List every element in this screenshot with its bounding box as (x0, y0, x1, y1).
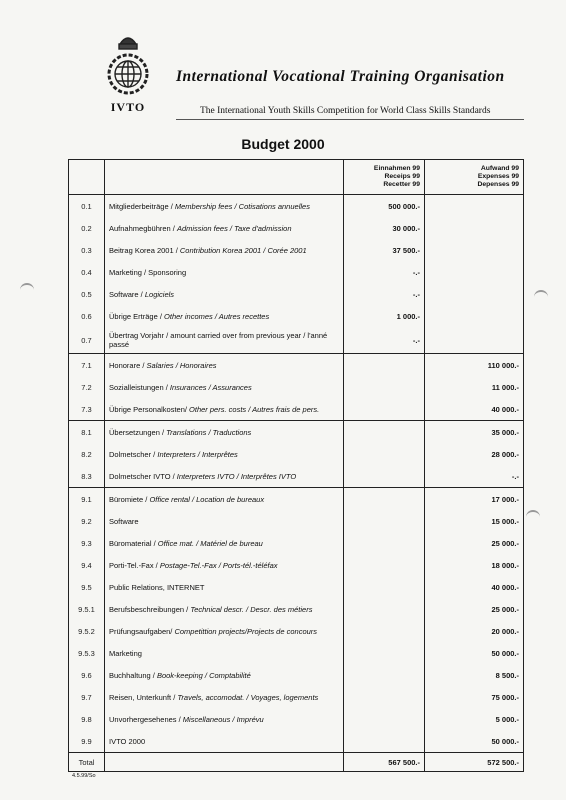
row-label (105, 398, 344, 421)
expenses-cell: 25 000.- (425, 598, 524, 620)
receipts-cell (344, 376, 425, 398)
table-row (69, 305, 524, 327)
total-spacer (105, 753, 344, 772)
label-german: Buchhaltung / (109, 670, 157, 680)
expenses-cell: 110 000.- (425, 354, 524, 377)
row-label (105, 305, 344, 327)
label-german: Mitgliederbeiträge / (109, 201, 175, 211)
label-german: Unvorhergesehenes / (109, 714, 183, 724)
receipts-cell (344, 686, 425, 708)
row-number: 0.1 (69, 195, 105, 218)
expenses-cell: 50 000.- (425, 642, 524, 664)
table-row (69, 686, 524, 708)
label-german: Aufnahmegbühren / (109, 223, 177, 233)
row-label (105, 261, 344, 283)
table-row (69, 217, 524, 239)
receipts-cell (344, 554, 425, 576)
row-label (105, 283, 344, 305)
logo-text: IVTO (110, 100, 146, 114)
receipts-cell: -.- (344, 327, 425, 354)
table-row (69, 664, 524, 686)
label-german: Büromaterial / (109, 538, 158, 548)
expenses-header-en: Expenses 99 (477, 173, 519, 180)
row-label (105, 217, 344, 239)
receipts-cell: 1 000.- (344, 305, 425, 327)
label-translation: Salaries / Honoraires (146, 360, 217, 370)
expenses-cell: 18 000.- (425, 554, 524, 576)
receipts-cell (344, 664, 425, 686)
expenses-cell (425, 195, 524, 218)
label-german: Übrige Personalkosten/ (109, 404, 190, 414)
label-translation: Other incomes / Autres recettes (164, 311, 270, 321)
receipts-cell (344, 708, 425, 730)
header-divider (176, 119, 524, 120)
receipts-cell: -.- (344, 283, 425, 305)
row-label (105, 576, 344, 598)
label-translation: Miscellaneous / Imprévu (182, 714, 264, 724)
label-german: Übertrag Vorjahr / amount carried over from previous year / l'anné passé (109, 331, 328, 349)
row-label (105, 664, 344, 686)
table-row (69, 598, 524, 620)
row-label (105, 465, 344, 488)
table-row (69, 620, 524, 642)
row-label (105, 730, 344, 753)
total-row (69, 753, 524, 772)
expenses-cell: 15 000.- (425, 510, 524, 532)
row-number: 9.1 (69, 488, 105, 511)
total-expenses: 572 500.- (425, 753, 524, 772)
receipts-header-de: Einnahmen 99 (373, 165, 420, 172)
label-german: Übrige Erträge / (109, 311, 165, 321)
expenses-cell (425, 283, 524, 305)
receipts-header-fr: Recetter 99 (383, 181, 420, 188)
table-row (69, 283, 524, 305)
expenses-cell (425, 305, 524, 327)
row-number: 0.7 (69, 327, 105, 354)
label-german: Sozialleistungen / (109, 382, 170, 392)
row-number: 8.1 (69, 421, 105, 444)
expenses-cell: 5 000.- (425, 708, 524, 730)
table-row (69, 554, 524, 576)
expenses-cell: 20 000.- (425, 620, 524, 642)
expenses-cell (425, 217, 524, 239)
expenses-cell: 75 000.- (425, 686, 524, 708)
expenses-cell: 25 000.- (425, 532, 524, 554)
row-number: 9.9 (69, 730, 105, 753)
row-number: 7.1 (69, 354, 105, 377)
punch-hole-right-top (534, 290, 548, 299)
total-receipts: 567 500.- (344, 753, 425, 772)
row-number: 9.5.2 (69, 620, 105, 642)
label-german: Software (109, 516, 139, 526)
row-label (105, 239, 344, 261)
label-german: Porti-Tel.-Fax / (109, 560, 160, 570)
label-translation: Book-keeping / Comptabilité (156, 670, 251, 680)
table-row (69, 730, 524, 753)
row-label (105, 421, 344, 444)
receipts-cell (344, 443, 425, 465)
row-label (105, 195, 344, 218)
table-header-row (69, 160, 524, 195)
table-row (69, 398, 524, 421)
row-label (105, 708, 344, 730)
receipts-cell (344, 398, 425, 421)
label-german: Dolmetscher / (109, 449, 158, 459)
expenses-header-fr: Depenses 99 (477, 181, 519, 188)
row-number: 8.3 (69, 465, 105, 488)
row-number: 7.2 (69, 376, 105, 398)
row-number: 7.3 (69, 398, 105, 421)
table-row (69, 354, 524, 377)
budget-table (68, 159, 524, 772)
label-german: Reisen, Unterkunft / (109, 692, 178, 702)
table-row (69, 195, 524, 218)
receipts-cell (344, 576, 425, 598)
table-row (69, 576, 524, 598)
label-translation: Insurances / Assurances (169, 382, 252, 392)
row-number: 9.4 (69, 554, 105, 576)
label-translation: Logiciels (144, 289, 175, 299)
receipts-cell: -.- (344, 261, 425, 283)
receipts-cell (344, 642, 425, 664)
row-number: 0.3 (69, 239, 105, 261)
table-row (69, 443, 524, 465)
label-translation: Interpreters / Interprêtes (157, 449, 238, 459)
label-translation: Admission fees / Taxe d'admission (176, 223, 292, 233)
receipts-cell (344, 532, 425, 554)
receipts-cell (344, 730, 425, 753)
row-label (105, 443, 344, 465)
row-label (105, 554, 344, 576)
receipts-cell: 37 500.- (344, 239, 425, 261)
receipts-column-header (344, 160, 425, 195)
punch-hole-right-bottom (526, 510, 540, 519)
expenses-header-de: Aufwand 99 (480, 165, 519, 172)
receipts-cell: 500 000.- (344, 195, 425, 218)
label-german: Marketing / Sponsoring (109, 267, 187, 277)
receipts-header-en: Receips 99 (384, 173, 420, 180)
label-german: Dolmetscher IVTO / (109, 471, 177, 481)
label-translation: Other pers. costs / Autres frais de pers. (189, 404, 320, 414)
label-translation: Membership fees / Cotisations annuelles (174, 201, 310, 211)
table-row (69, 261, 524, 283)
label-german: Prüfungsaufgaben/ (109, 626, 175, 636)
label-translation: Postage-Tel.-Fax / Ports-tél.-téléfax (159, 560, 278, 570)
table-row (69, 488, 524, 511)
organisation-tagline: The International Youth Skills Competition for World Class Skills Standards (200, 106, 491, 116)
label-german: Honorare / (109, 360, 147, 370)
table-row (69, 465, 524, 488)
expenses-cell: 40 000.- (425, 398, 524, 421)
expenses-cell: 11 000.- (425, 376, 524, 398)
label-german: Büromiete / (109, 494, 150, 504)
row-number: 9.3 (69, 532, 105, 554)
expenses-cell: 40 000.- (425, 576, 524, 598)
label-translation: Competittion projects/Projects de concours (174, 626, 318, 636)
label-german: Übersetzungen / (109, 427, 167, 437)
label-german: Beitrag Korea 2001 / (109, 245, 180, 255)
table-row (69, 239, 524, 261)
label-german: Public Relations, INTERNET (109, 582, 205, 592)
label-translation: Travels, accomodat. / Voyages, logements (177, 692, 319, 702)
row-number: 0.2 (69, 217, 105, 239)
document-title: Budget 2000 (241, 136, 325, 152)
label-translation: Office rental / Location de bureaux (149, 494, 265, 504)
row-label (105, 686, 344, 708)
table-row (69, 421, 524, 444)
row-number: 9.6 (69, 664, 105, 686)
table-row (69, 642, 524, 664)
label-translation: Contribution Korea 2001 / Corée 2001 (179, 245, 307, 255)
table-row (69, 327, 524, 354)
row-label (105, 354, 344, 377)
label-translation: Interpreters IVTO / Interprêtes IVTO (176, 471, 297, 481)
label-translation: Technical descr. / Descr. des métiers (190, 604, 313, 614)
row-number: 9.7 (69, 686, 105, 708)
row-number: 9.8 (69, 708, 105, 730)
expenses-cell: 8 500.- (425, 664, 524, 686)
receipts-cell (344, 620, 425, 642)
receipts-cell: 30 000.- (344, 217, 425, 239)
row-label (105, 642, 344, 664)
expenses-cell: 35 000.- (425, 421, 524, 444)
receipts-cell (344, 510, 425, 532)
table-row (69, 376, 524, 398)
receipts-cell (344, 598, 425, 620)
row-label (105, 510, 344, 532)
row-label (105, 620, 344, 642)
label-translation: Office mat. / Matériel de bureau (157, 538, 263, 548)
table-row (69, 532, 524, 554)
row-number: 9.5.3 (69, 642, 105, 664)
label-german: Berufsbeschreibungen / (109, 604, 191, 614)
expenses-cell: 17 000.- (425, 488, 524, 511)
punch-hole-left-top (20, 283, 34, 292)
row-label (105, 376, 344, 398)
label-translation: Translations / Traductions (166, 427, 252, 437)
row-label (105, 532, 344, 554)
expenses-cell (425, 239, 524, 261)
header-number-cell (69, 160, 105, 195)
total-label: Total (69, 753, 105, 772)
footer-code: 4.5.99/So (72, 773, 96, 779)
expenses-cell: 50 000.- (425, 730, 524, 753)
label-german: IVTO 2000 (109, 736, 146, 746)
receipts-cell (344, 421, 425, 444)
row-number: 0.4 (69, 261, 105, 283)
receipts-cell (344, 354, 425, 377)
header-label-cell (105, 160, 344, 195)
table-row (69, 510, 524, 532)
receipts-cell (344, 465, 425, 488)
organisation-name: International Vocational Training Organisation (176, 68, 505, 85)
row-label (105, 327, 344, 354)
expenses-cell: -.- (425, 465, 524, 488)
label-german: Marketing (109, 648, 142, 658)
expenses-cell (425, 261, 524, 283)
row-label (105, 488, 344, 511)
row-number: 9.5.1 (69, 598, 105, 620)
table-row (69, 708, 524, 730)
expenses-cell: 28 000.- (425, 443, 524, 465)
row-number: 9.5 (69, 576, 105, 598)
row-number: 9.2 (69, 510, 105, 532)
expenses-cell (425, 327, 524, 354)
row-label (105, 598, 344, 620)
expenses-column-header (425, 160, 524, 195)
row-number: 0.6 (69, 305, 105, 327)
receipts-cell (344, 488, 425, 511)
row-number: 8.2 (69, 443, 105, 465)
label-german: Software / (109, 289, 145, 299)
row-number: 0.5 (69, 283, 105, 305)
